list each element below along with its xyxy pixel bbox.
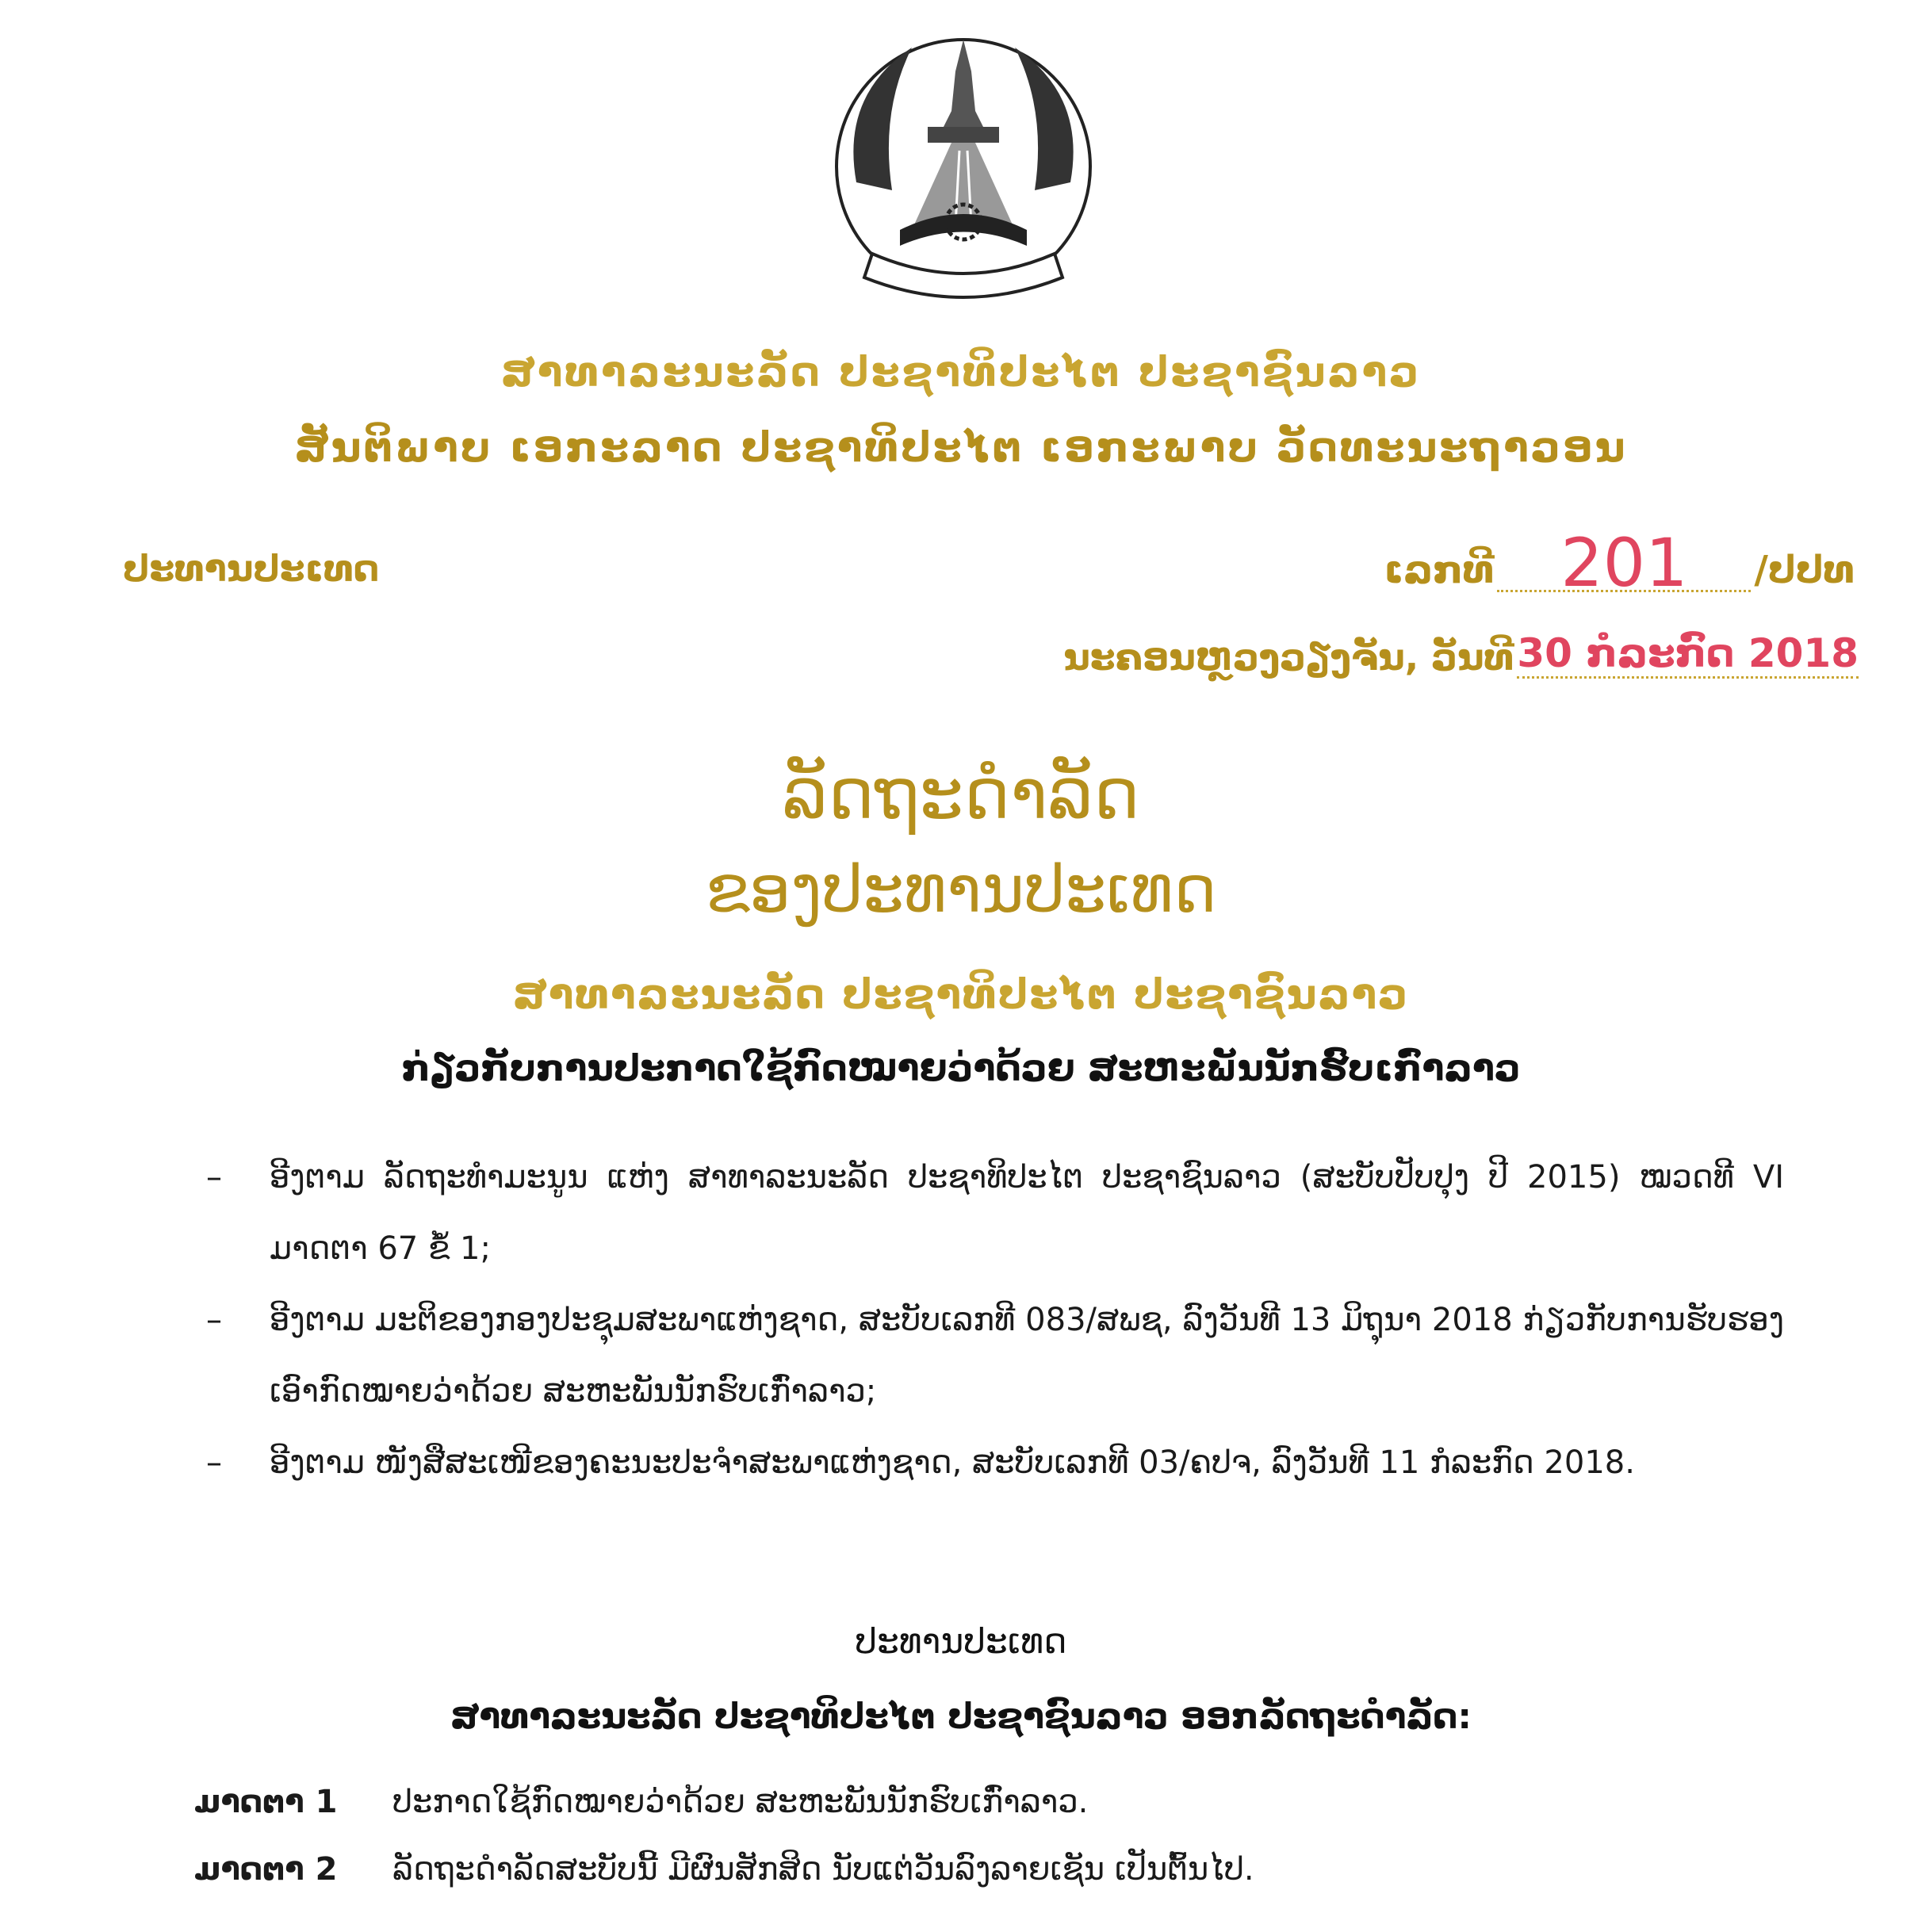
- number-value: 201: [1560, 524, 1688, 602]
- document-title-line3: ສາທາລະນະລັດ ປະຊາທິປະໄຕ ປະຊາຊົນລາວ: [512, 971, 1410, 1019]
- republic-name: ສາທາລະນະລັດ ປະຊາທິປະໄຕ ປະຊາຊົນລາວ: [500, 349, 1422, 396]
- list-item: – ອີງຕາມ ໜັງສືສະເໜີຂອງຄະນະປະຈຳສະພາແຫ່ງຊາດ, ສະບັບເລກທີ 03/ຄປຈ, ລົງວັນທີ 11 ກໍລະກົດ 2018.: [206, 1444, 1635, 1481]
- document-title-line2: ຂອງປະທານປະເທດ: [705, 852, 1217, 928]
- document-number: [1384, 524, 1855, 602]
- date-label: ນະຄອນຫຼວງວຽງຈັນ, ວັນທີ: [1063, 636, 1514, 679]
- article-1: [194, 1784, 1088, 1820]
- references-list: [206, 1142, 1784, 1498]
- article-text: ປະກາດໃຊ້ກົດໝາຍວ່າດ້ວຍ ສະຫະພັນນັກຮົບເກົ່າລາວ.: [392, 1784, 1089, 1820]
- number-label: ເລກທີ: [1384, 548, 1495, 592]
- article-2: [194, 1851, 1254, 1888]
- article-text: ລັດຖະດຳລັດສະບັບນີ້ ມີຜົນສັກສິດ ນັບແຕ່ວັນລົງລາຍເຊັນ ເປັນຕົ້ນໄປ.: [392, 1851, 1254, 1888]
- reference-text: ອີງຕາມ ໜັງສືສະເໜີຂອງຄະນະປະຈຳສະພາແຫ່ງຊາດ, ສະບັບເລກທີ 03/ຄປຈ, ລົງວັນທີ 11 ກໍລະກົດ 2018.: [270, 1444, 1635, 1481]
- national-emblem-icon: [825, 24, 1102, 309]
- article-label: ມາດຕາ 1: [194, 1784, 338, 1820]
- national-motto: ສັນຕິພາບ ເອກະລາດ ປະຊາທິປະໄຕ ເອກະພາບ ວັດທະນະຖາວອນ: [294, 424, 1628, 472]
- article-label: ມາດຕາ 2: [194, 1851, 338, 1888]
- decree-issuer-line2: ສາທາລະນະລັດ ປະຊາທິປະໄຕ ປະຊາຊົນລາວ ອອກລັດຖະດຳລັດ:: [450, 1697, 1472, 1737]
- reference-text: ອີງຕາມ ມະຕິຂອງກອງປະຊຸມສະພາແຫ່ງຊາດ, ສະບັບເລກທີ 083/ສພຊ, ລົງວັນທີ 13 ມິຖຸນາ 2018 ກ່ຽວກັບການຮັບຮອງເອົາກົດໝາຍວ່າດ້ວຍ ສະຫະພັນນັກຮົບເກົ່າລາວ;: [270, 1302, 1784, 1410]
- document-subject: ກ່ຽວກັບການປະກາດໃຊ້ກົດໝາຍວ່າດ້ວຍ ສະຫະພັນນັກຮົບເກົ່າລາວ: [401, 1046, 1521, 1089]
- reference-text: ອີງຕາມ ລັດຖະທຳມະນູນ ແຫ່ງ ສາທາລະນະລັດ ປະຊາທິປະໄຕ ປະຊາຊົນລາວ (ສະບັບປັບປຸງ ປີ 2015) ໝວດທີ VI ມາດຕາ 67 ຂໍ້ 1;: [270, 1159, 1784, 1267]
- office-label: ປະທານປະເທດ: [123, 547, 380, 590]
- date-value: 30 ກໍລະກົດ 2018: [1517, 630, 1859, 676]
- decree-issuer: ປະທານປະເທດ: [855, 1621, 1067, 1662]
- number-suffix: /ປປທ: [1754, 548, 1855, 592]
- document-title: ລັດຖະດຳລັດ: [782, 753, 1140, 835]
- list-item: – ອີງຕາມ ລັດຖະທຳມະນູນ ແຫ່ງ ສາທາລະນະລັດ ປະຊາທິປະໄຕ ປະຊາຊົນລາວ (ສະບັບປັບປຸງ ປີ 2015) ໝວດທີ VI ມາດຕາ 67 ຂໍ້ 1;: [206, 1159, 1784, 1267]
- document-date: [1063, 630, 1859, 679]
- list-item: – ອີງຕາມ ມະຕິຂອງກອງປະຊຸມສະພາແຫ່ງຊາດ, ສະບັບເລກທີ 083/ສພຊ, ລົງວັນທີ 13 ມິຖຸນາ 2018 ກ່ຽວກັບການຮັບຮອງເອົາກົດໝາຍວ່າດ້ວຍ ສະຫະພັນນັກຮົບເກົ່າລາວ;: [206, 1302, 1784, 1410]
